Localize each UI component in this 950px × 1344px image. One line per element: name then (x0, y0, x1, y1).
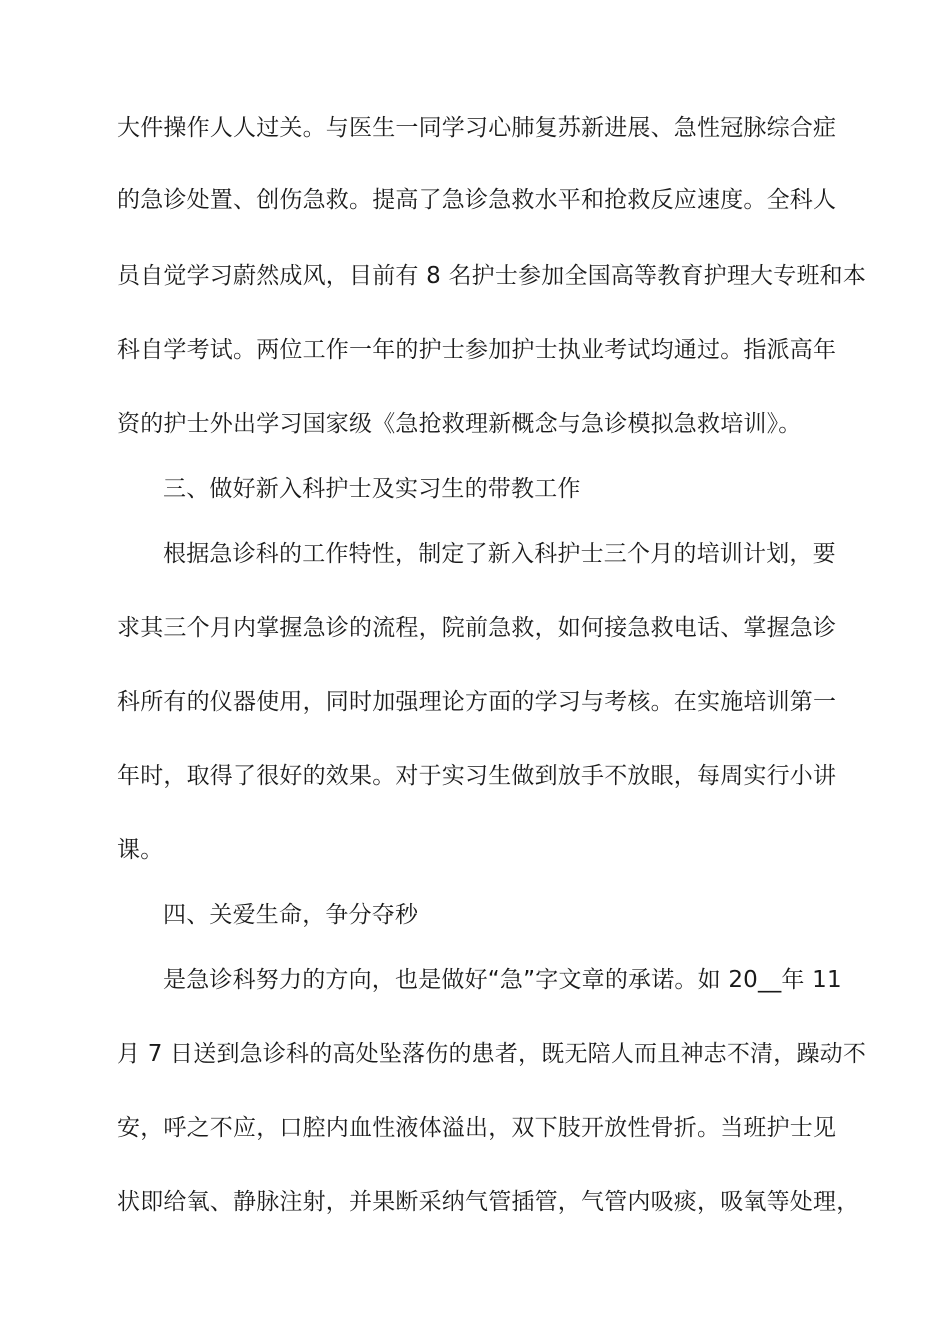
paragraph-first-line: 是急诊科努力的方向，也是做好“急”字文章的承诺。如 20__年 11 (163, 967, 842, 993)
body-text-line: 安，呼之不应，口腔内血性液体溢出，双下肢开放性骨折。当班护士见 (117, 1115, 837, 1141)
body-text-line: 的急诊处置、创伤急救。提高了急诊急救水平和抢救反应速度。全科人 (117, 187, 837, 213)
body-text-line: 大件操作人人过关。与医生一同学习心肺复苏新进展、急性冠脉综合症 (117, 115, 837, 141)
body-text-line: 月 7 日送到急诊科的高处坠落伤的患者，既无陪人而且神志不清，躁动不 (117, 1041, 867, 1067)
body-text-line: 员自觉学习蔚然成风，目前有 8 名护士参加全国高等教育护理大专班和本 (117, 263, 867, 289)
body-text-line: 年时，取得了很好的效果。对于实习生做到放手不放眼，每周实行小讲 (117, 763, 837, 789)
body-text-line: 课。 (117, 837, 164, 863)
section-heading: 三、做好新入科护士及实习生的带教工作 (163, 476, 581, 502)
body-text-line: 求其三个月内掌握急诊的流程，院前急救，如何接急救电话、掌握急诊 (117, 615, 837, 641)
body-text-line: 科所有的仪器使用，同时加强理论方面的学习与考核。在实施培训第一 (117, 689, 837, 715)
paragraph-first-line: 根据急诊科的工作特性，制定了新入科护士三个月的培训计划，要 (163, 541, 836, 567)
body-text-line: 科自学考试。两位工作一年的护士参加护士执业考试均通过。指派高年 (117, 337, 837, 363)
body-text-line: 状即给氧、静脉注射，并果断采纳气管插管，气管内吸痰，吸氧等处理， (117, 1189, 860, 1215)
body-text-line: 资的护士外出学习国家级《急抢救理新概念与急诊模拟急救培训》。 (117, 411, 802, 437)
section-heading: 四、关爱生命，争分夺秒 (163, 902, 419, 928)
